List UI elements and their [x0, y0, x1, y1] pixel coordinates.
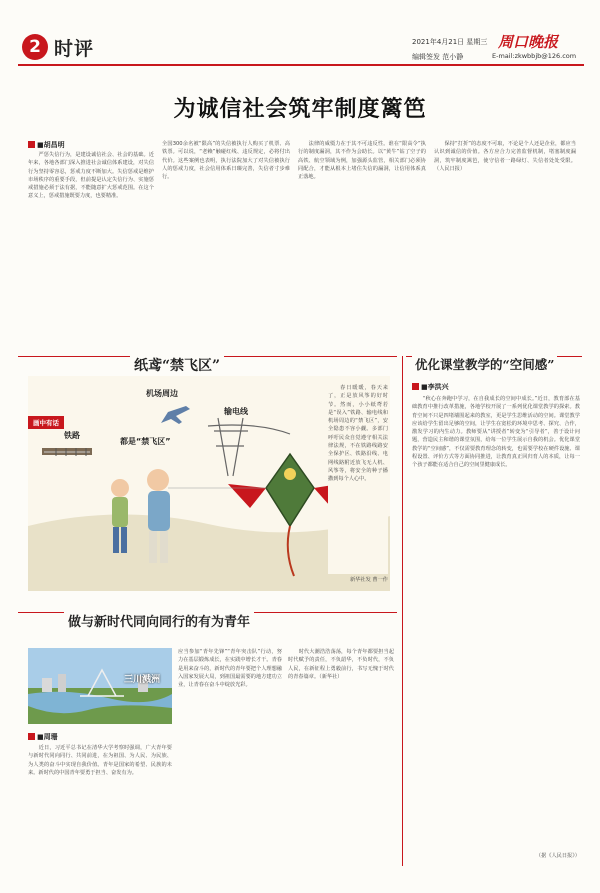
cartoon-label-railway: 铁路 [64, 431, 80, 440]
bottom-article-column-2: 应当参加“青年先锋”“青年突击队”行动，努力在基层锻炼成长，在实践中增长才干。青春是用来奋斗的，新时代的青年要把个人理想融入国家发展大局，到祖国最需要的地方建功立业，让青春在奋斗中绽放光彩。 [178, 649, 282, 689]
main-article-column-3: 法律的威慑力在于其不可违反性。谁在“限高令”执行的制度漏洞，其不作为会助长。以“黄牛”钻了空子的高铁、航空领域为例，加强源头监管，相关部门必须协同配合，才能从根本上堵住失信的漏洞，让信用体系真正落地。 [298, 141, 426, 181]
main-article-column-1: 严惩失信行为，是建设诚信社会、社会的基础。近年来，各地各部门深入推进社会诚信体系建设，对失信行为坚持零容忍，惩戒力度不断加大。失信惩戒是维护市场秩序的重要手段，但前提是认定失信行为、实施惩戒措施必须于法有据，不能随意扩大惩戒范围。在这个意义上，惩戒措施既要力度，也要精准。 [28, 152, 154, 200]
main-article-column-2: 全国300余名被“限高”的失信被执行人购买了机票、高铁票。可以说，“老赖”触碰红线、违反规定，必将付出代价。这些案例也表明，执行法院加大了对失信被执行人的惩戒力度，社会信用体系日臻完善，失信者寸步难行。 [162, 141, 290, 181]
page-number: 2 [22, 34, 48, 60]
main-article-column-4: 保持“打折”的态度不可取，不论是个人还是企业，都应当认识到诚信的价值。各方应合力完善监督机制，堵塞制度漏洞，筑牢制度篱笆，使守信者一路绿灯、失信者处处受限。（人民日报） [434, 141, 576, 172]
masthead-logo: 周口晚报 [498, 33, 559, 51]
cartoon-tag: 画中有话 [28, 416, 64, 429]
cartoon-label-airport: 机场周边 [146, 389, 178, 398]
bottom-article-column-3: 时代大潮浩浩荡荡，每个青年都要担当起时代赋予的责任，不负韶华，不负时代，不负人民，在新征程上勇毅前行，书写无愧于时代的青春篇章。（新华社） [288, 649, 394, 680]
main-byline: ■胡昌明 [28, 140, 65, 150]
photo-image [28, 648, 172, 724]
editor-line: 编辑签发 范小静 [412, 53, 464, 61]
cartoon-credit: 新华社发 曹一作 [350, 577, 388, 583]
page-header [0, 0, 600, 68]
bottom-article-column-1: 近日，习近平总书记在清华大学考察时强调，广大青年要与新时代同向同行、共同前进，在为祖国、为人民、为民族、为人类的奋斗中实现自我价值。青年是国家的希望、民族的未来。新时代的中国青年要勇于担当、奋发有为。 [28, 745, 172, 776]
photo-caption: 三川溅洲 [124, 675, 161, 685]
cartoon-illustration [28, 376, 390, 591]
cartoon-caption: 春日暖暖，春天来了，正是放风筝的好时节。然而，小小纸鸢若是“误入”铁路、输电线和机场周边的“禁飞区”，安全隐患不容小觑。多部门呼吁民众自觉遵守相关法律法规，不在铁路线路安全保护区、铁路沿线、电网线路附近放飞无人机、风筝等，将安全的种子播撒到每个人心中。 [328, 384, 388, 574]
cartoon-label-powerline: 输电线 [224, 407, 248, 416]
bottom-article-title: 做与新时代同向同行的有为青年 [64, 611, 254, 630]
main-headline: 为诚信社会筑牢制度篱笆 [173, 96, 427, 122]
header-divider [18, 64, 584, 66]
bottom-article-byline: ■周珊 [28, 732, 58, 742]
cartoon-section-title: 纸鸢“禁飞区” [130, 355, 224, 375]
right-article-byline: ■李洪兴 [412, 382, 449, 392]
cartoon-label-no-fly: 都是“禁飞区” [120, 437, 171, 446]
contact-email: E-mail:zkwbbjb@126.com [492, 52, 577, 60]
issue-date: 2021年4月21日 星期三 [412, 38, 488, 46]
article-photo [28, 648, 172, 724]
right-article-title: 优化课堂教学的“空间感” [412, 355, 557, 373]
section-title: 时评 [54, 38, 95, 60]
column-divider [402, 356, 403, 866]
right-article-source: （据《人民日报》） [535, 853, 580, 859]
right-article-body: “秋心在奔跑中学习，在自我成长的空间中成长。”近日，教育部在基础教育中推行改革措施，各地学校开展了一系列优化课堂教学的探索。教育空间不只是四堵墙围起来的教室，更是学生思维活动的空间。课堂教学应该给学生留出足够的空间，让学生在宽松的环境中思考、探究、合作，激发学习的内生动力。教师要从“讲授者”转变为“引导者”，善于设计问题，营造民主和谐的课堂氛围，给每一位学生展示自我的机会。优化课堂教学的“空间感”，不仅需要教育理念的转变，也需要学校在硬件设施、课程设置、评价方式等方面协同推进，让教育真正回归育人的本质，让每一个孩子都能在适合自己的空间里健康成长。 [412, 396, 580, 469]
